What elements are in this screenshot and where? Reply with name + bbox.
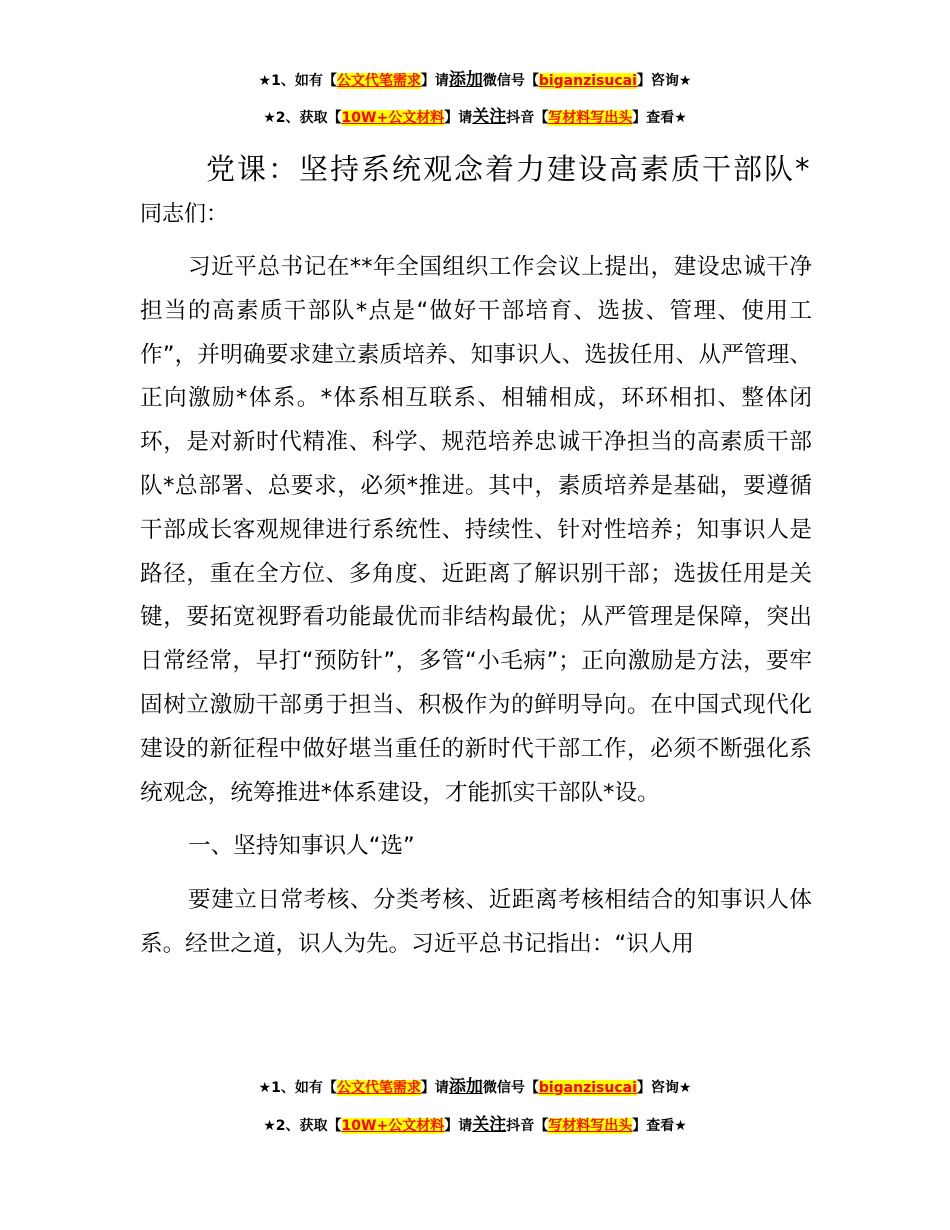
promo-line-2-bottom	[0, 1115, 950, 1136]
promo-line-1-top	[0, 70, 950, 91]
promo-text: 2、获取【	[275, 1118, 342, 1134]
promo-text: 2、获取【	[275, 110, 342, 126]
promo-text: 微信号【	[482, 73, 539, 89]
paragraph: 习近平总书记在**年全国组织工作会议上提出，建设忠诚干净担当的高素质干部队*点是“做好干部培育、选拔、管理、使用工作”，并明确要求建立素质培养、知事识人、选拔任用、从严管理、正向激励*体系。*体系相互联系、相辅相成，环环相扣、整体闭环，是对新时代精准、科学、规范培养忠诚干净担当的高素质干部队*总部署、总要求，必须*推进。其中，素质培养是基础，要遵循干部成长客观规律进行系统性、持续性、针对性培养；知事识人是路径，重在全方位、多角度、近距离了解识别干部；选拔任用是关键，要拓宽视野看功能最优而非结构最优；从严管理是保障，突出日常经常，早打“预防针”，多管“小毛病”；正向激励是方法，要牢固树立激励干部勇于担当、积极作为的鲜明导向。在中国式现代化建设的新征程中做好堪当重任的新时代干部工作，必须不断强化系统观念，统筹推进*体系建设，才能抓实干部队*设。	[140, 254, 812, 806]
promo-text: 】请	[420, 73, 449, 89]
promo-text: 1、如有【	[271, 73, 337, 89]
promo-highlight: 10W+公文材料	[341, 110, 445, 126]
document-body	[140, 246, 812, 967]
promo-text: 抖音【	[506, 1118, 549, 1134]
star-icon: ★	[258, 1080, 272, 1096]
greeting: 同志们：	[140, 202, 229, 227]
promo-line-2-top	[0, 107, 950, 128]
promo-text: 】查看★	[632, 1118, 687, 1134]
promo-highlight: 写材料写出头	[548, 110, 633, 126]
star-icon: ★	[258, 73, 272, 89]
promo-highlight: 公文代笔需求	[336, 1080, 421, 1096]
section-heading: 一、坚持知事识人“选”	[188, 833, 415, 860]
promo-text: 】咨询★	[636, 1080, 692, 1096]
promo-emphasis: 添加	[448, 1077, 483, 1097]
promo-text: 1、如有【	[271, 1080, 337, 1096]
promo-highlight: biganzisucai	[538, 73, 637, 89]
paragraph: 要建立日常考核、分类考核、近距离考核相结合的知事识人体系。经世之道，识人为先。习近平总书记指出：“识人用	[140, 887, 812, 957]
promo-text: 】请	[420, 1080, 449, 1096]
promo-highlight: biganzisucai	[538, 1080, 637, 1096]
promo-line-1-bottom	[0, 1077, 950, 1098]
star-icon: ★	[263, 110, 276, 126]
promo-text: 微信号【	[482, 1080, 539, 1096]
promo-highlight: 写材料写出头	[548, 1118, 633, 1134]
document-title	[140, 148, 812, 236]
title-text: 党课：坚持系统观念着力建设高素质干部队*	[206, 152, 812, 186]
promo-highlight: 公文代笔需求	[336, 73, 421, 89]
promo-highlight: 10W+公文材料	[341, 1118, 445, 1134]
promo-emphasis: 添加	[448, 70, 483, 90]
promo-text: 抖音【	[506, 110, 549, 126]
promo-emphasis: 关注	[472, 107, 507, 127]
promo-text: 】查看★	[632, 110, 687, 126]
promo-text: 】请	[444, 1118, 473, 1134]
promo-emphasis: 关注	[472, 1115, 507, 1135]
promo-text: 】咨询★	[636, 73, 692, 89]
promo-text: 】请	[444, 110, 473, 126]
star-icon: ★	[263, 1118, 276, 1134]
